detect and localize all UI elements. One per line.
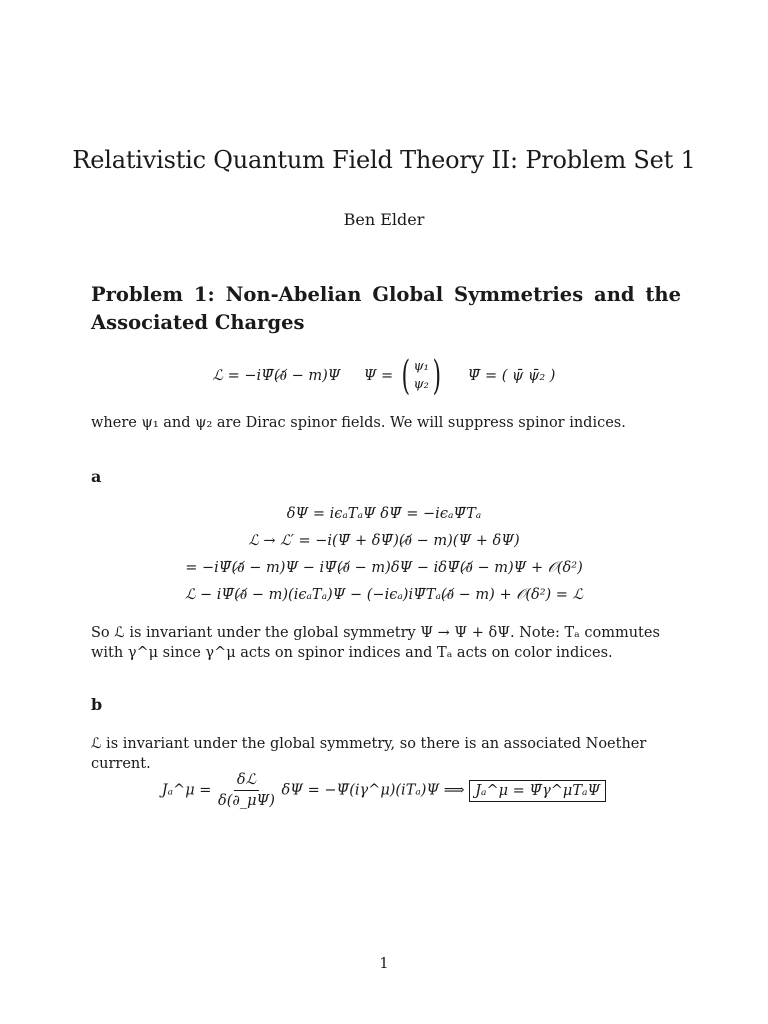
paragraph-a: So ℒ is invariant under the global symmetry Ψ → Ψ + δΨ. Note: Tₐ commutes with γ^μ since γ^μ acts on spinor indices and Tₐ acts on color indices. [91, 625, 660, 661]
equation-a3: = −iΨ̄(∂̸ − m)Ψ − iΨ̄(∂̸ − m)δΨ − iδΨ̄(∂̸ − m)Ψ + 𝒪(δ²) [185, 560, 583, 576]
psi-column-vector: ( ψ₁ ψ₂ ) [401, 353, 441, 399]
fraction-numerator: δℒ [234, 772, 259, 791]
equation-a4: ℒ − iΨ̄(∂̸ − m)(iϵₐTₐ)Ψ − (−iϵₐ)iΨ̄Tₐ(∂̸ − m) + 𝒪(δ²) = ℒ [184, 587, 584, 603]
subsection-label-b: b [91, 695, 103, 714]
boxed-result: Jₐ^μ = Ψ̄γ^μTₐΨ [469, 780, 606, 802]
fraction-denominator: δ(∂_μΨ) [217, 793, 275, 809]
equation-a1: δΨ = iϵₐTₐΨ δΨ̄ = −iϵₐΨ̄Tₐ [286, 506, 482, 522]
equation-psibar: Ψ̄ = ( ψ̄ ψ̄₂ ) [467, 368, 556, 384]
equation-psi-lhs: Ψ = [363, 368, 394, 384]
equation-noether-current [0, 772, 768, 809]
equation-b-lhs: Jₐ^μ = [161, 782, 212, 799]
psi-top-entry: ψ₁ [413, 359, 429, 374]
page-number: 1 [379, 956, 389, 972]
equation-lagrangian: ℒ = −iΨ̄(∂̸ − m)Ψ [212, 368, 341, 384]
equation-lagrangian-definitions [0, 353, 768, 399]
problem-heading: Problem 1: Non-Abelian Global Symmetries and the Associated Charges [91, 283, 681, 334]
equation-b-rhs: δΨ = −Ψ̄(iγ^μ)(iTₐ)Ψ ⟹ [281, 782, 465, 799]
psi-bottom-entry: ψ₂ [413, 377, 429, 392]
paragraph-b: ℒ is invariant under the global symmetry, so there is an associated Noether current. [91, 736, 647, 772]
noether-fraction [218, 772, 275, 809]
subsection-label-a: a [91, 467, 102, 486]
document-author: Ben Elder [343, 210, 425, 229]
intro-paragraph: where ψ₁ and ψ₂ are Dirac spinor fields. We will suppress spinor indices. [91, 415, 626, 431]
document-title: Relativistic Quantum Field Theory II: Problem Set 1 [72, 146, 696, 174]
equation-a2: ℒ → ℒ′ = −i(Ψ̄ + δΨ̄)(∂̸ − m)(Ψ + δΨ) [248, 533, 520, 549]
